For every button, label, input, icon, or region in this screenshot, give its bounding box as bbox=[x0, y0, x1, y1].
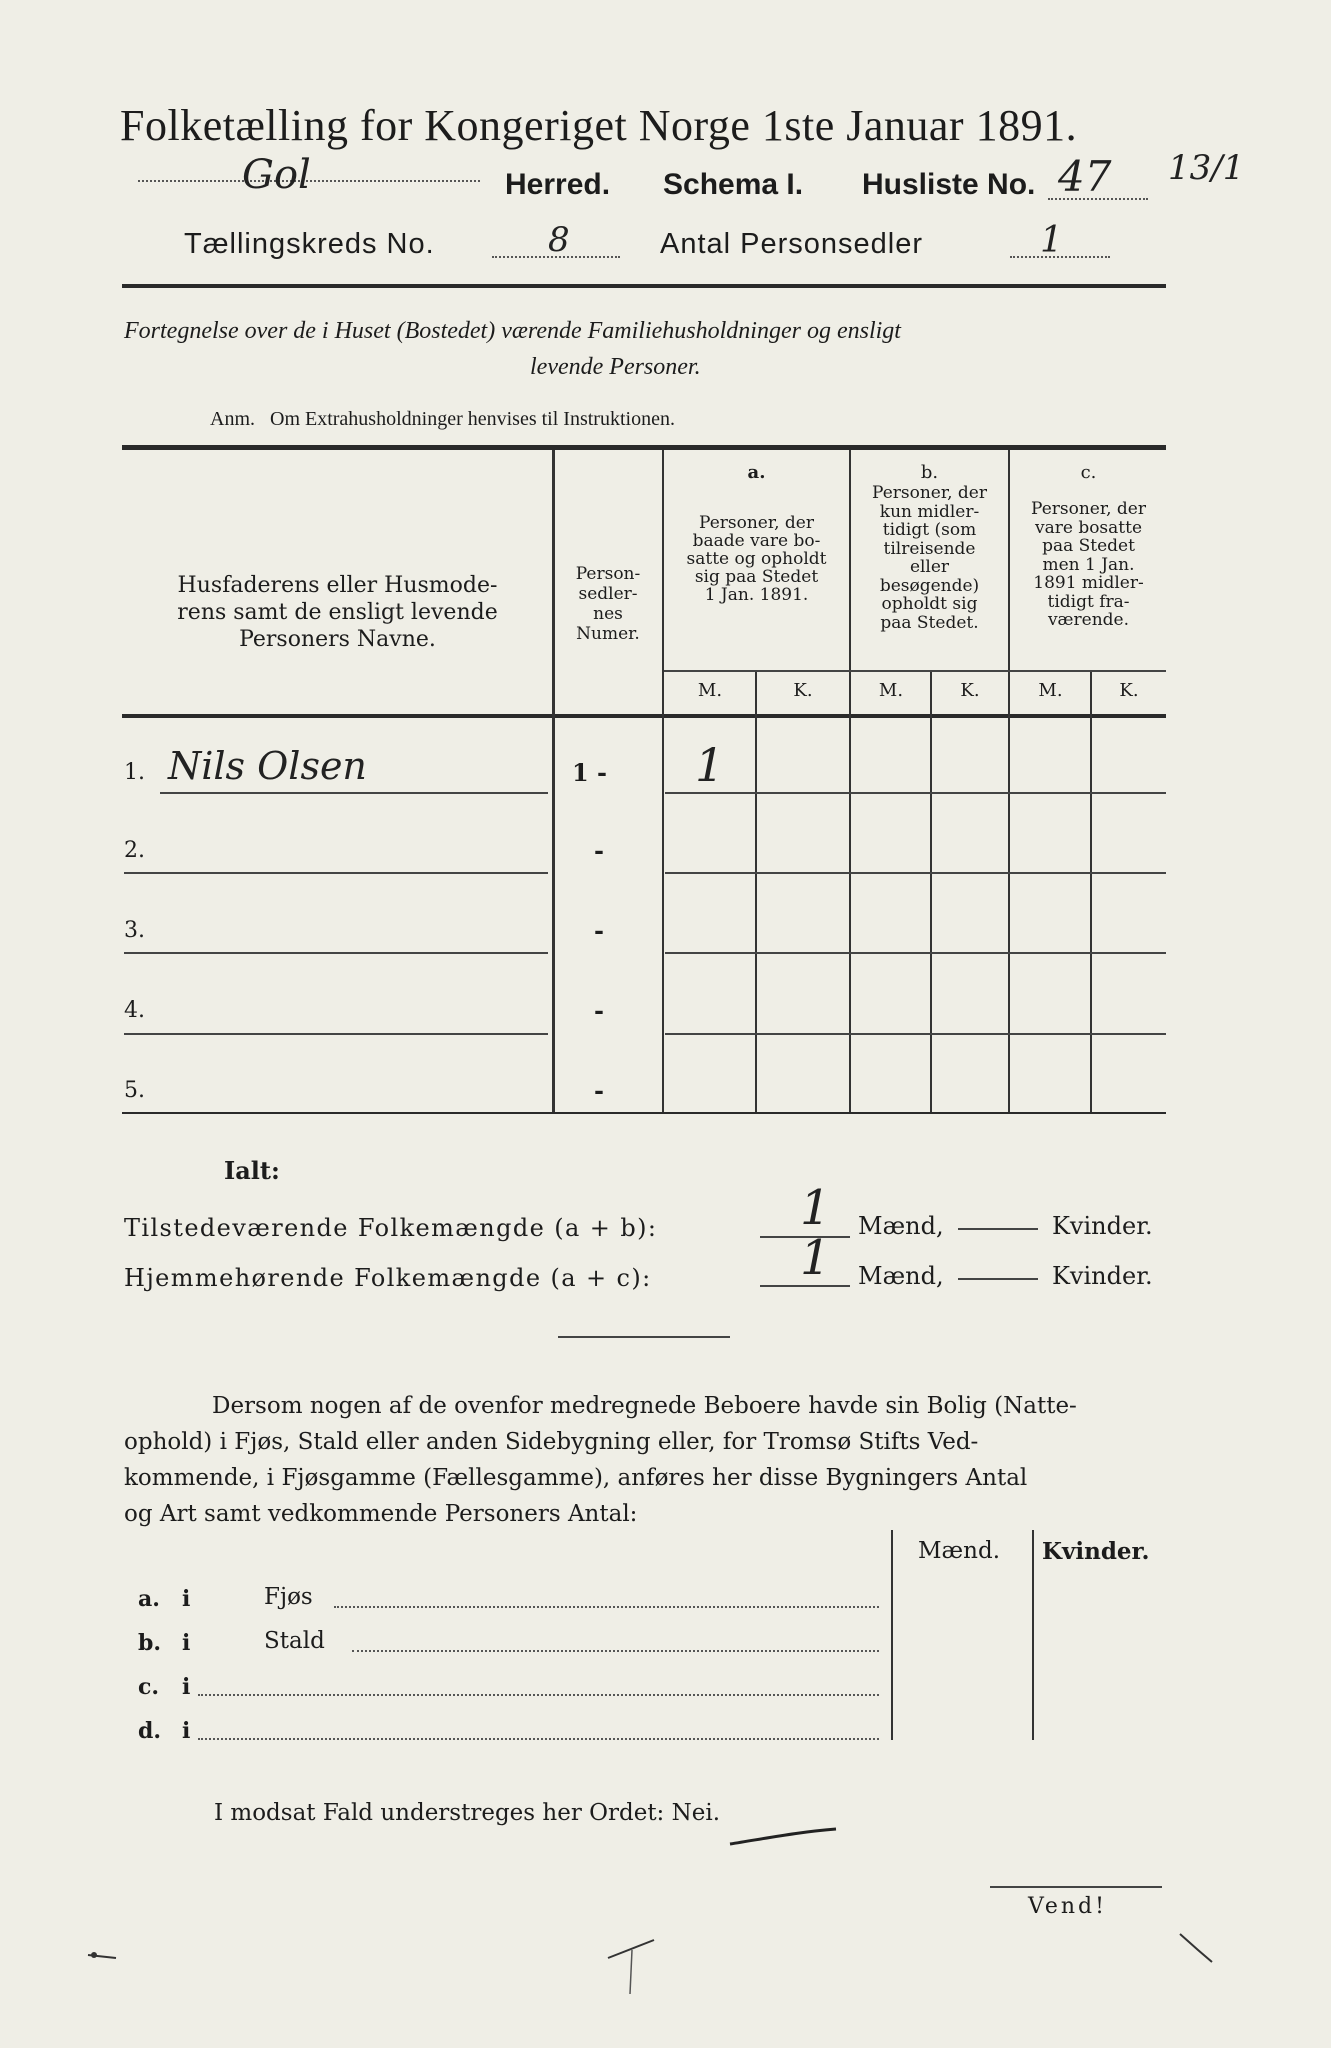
row-cells-line bbox=[665, 952, 1166, 954]
col-c-header-line7: værende. bbox=[1047, 610, 1130, 630]
col-num-header-line1: Person- bbox=[575, 564, 641, 584]
col-a-header-line1: Personer, der bbox=[699, 513, 814, 533]
tilstede-kvinder: Kvinder. bbox=[1052, 1212, 1153, 1240]
col-num-header-line2: sedler- bbox=[578, 584, 638, 604]
tilstede-maend: Mænd, bbox=[858, 1212, 944, 1240]
c-k-label: K. bbox=[1119, 680, 1139, 701]
col-c-header-line2: vare bosatte bbox=[1034, 517, 1143, 538]
row-name: Nils Olsen bbox=[168, 744, 367, 788]
section-divider bbox=[558, 1336, 730, 1338]
outbuilding-col-line-1 bbox=[891, 1530, 893, 1740]
col-b-header-line4: tilreisende bbox=[883, 538, 976, 559]
hjemme-kvinder: Kvinder. bbox=[1052, 1262, 1153, 1290]
anm-note: Anm. Om Extrahusholdninger henvises til Instruktionen. bbox=[210, 408, 675, 430]
hjemme-maend: Mænd, bbox=[858, 1262, 944, 1290]
tilstede-m-value: 1 bbox=[800, 1180, 831, 1236]
row-name-line bbox=[124, 1033, 548, 1035]
col-b-letter: b. bbox=[920, 462, 939, 483]
outbuilding-letter: d. bbox=[138, 1718, 162, 1744]
herred-value: Gol bbox=[242, 152, 311, 198]
outbuilding-maend-header: Mænd. bbox=[918, 1538, 1001, 1564]
vend-label: Vend! bbox=[1028, 1894, 1107, 1919]
row-cells-line bbox=[665, 872, 1166, 874]
col-a-header-line2: baade vare bo- bbox=[692, 531, 821, 551]
outbuilding-dots bbox=[334, 1606, 879, 1608]
col-c-header-line6: tidigt fra- bbox=[1047, 591, 1130, 612]
c-m-label: M. bbox=[1038, 680, 1063, 701]
row-a-m-value: 1 bbox=[695, 738, 725, 792]
row-number: 4. bbox=[124, 998, 145, 1023]
header-rule bbox=[122, 284, 1166, 288]
col-b-header-line5: eller bbox=[909, 557, 950, 577]
col-num-header bbox=[556, 564, 660, 644]
nei-underline bbox=[728, 1826, 840, 1850]
col-name-header-line2: rens samt de ensligt levende bbox=[177, 600, 498, 625]
col-b-header-line2: kun midler- bbox=[879, 501, 980, 522]
outbuilding-prep: i bbox=[182, 1718, 191, 1744]
outbuilding-prep: i bbox=[182, 1674, 191, 1700]
col-a-header bbox=[665, 514, 848, 604]
col-c-letter: c. bbox=[1080, 462, 1097, 483]
outbuilding-col-line-2 bbox=[1032, 1530, 1034, 1740]
col-name-header-line3: Personers Navne. bbox=[239, 627, 436, 652]
col-a-header-line5: 1 Jan. 1891. bbox=[704, 585, 809, 605]
intro-line2: levende Personer. bbox=[530, 354, 701, 380]
modsat-fald-note: I modsat Fald understreges her Ordet: Nei. bbox=[214, 1800, 721, 1826]
col-line-a-mk bbox=[755, 672, 757, 1112]
corner-note: 13/1 bbox=[1168, 148, 1245, 188]
hjemme-k-line bbox=[958, 1278, 1038, 1280]
col-c-header bbox=[1011, 500, 1166, 630]
col-c-header-line1: Personer, der bbox=[1031, 499, 1146, 519]
row-name-line bbox=[124, 952, 548, 954]
col-b-header-line7: opholdt sig bbox=[881, 594, 978, 614]
mk-subheader-rule bbox=[664, 670, 1166, 672]
paragraph-line1: Dersom nogen af de ovenfor medregnede Beboere havde sin Bolig (Natte- bbox=[212, 1393, 1077, 1419]
outbuilding-letter: a. bbox=[138, 1586, 160, 1612]
husliste-dots bbox=[1048, 198, 1148, 200]
tilstede-k-line bbox=[958, 1228, 1038, 1230]
col-c-header-line4: men 1 Jan. bbox=[1042, 554, 1135, 575]
outbuilding-paragraph bbox=[124, 1388, 1169, 1532]
col-b-header bbox=[852, 484, 1007, 632]
outbuilding-dots bbox=[198, 1738, 879, 1740]
husliste-value: 47 bbox=[1058, 152, 1112, 201]
ialt-label: Ialt: bbox=[224, 1156, 280, 1185]
col-c-header-line3: paa Stedet bbox=[1042, 536, 1135, 556]
row-person-number: - bbox=[594, 916, 604, 945]
outbuilding-prep: i bbox=[182, 1630, 191, 1656]
col-a-header-line3: satte og opholdt bbox=[686, 549, 827, 569]
row-cells-line bbox=[665, 1033, 1166, 1035]
form-title: Folketælling for Kongeriget Norge 1ste Januar 1891. bbox=[120, 101, 1078, 150]
taellingskreds-value: 8 bbox=[548, 220, 570, 260]
b-k-label: K. bbox=[960, 680, 980, 701]
col-c-header-line5: 1891 midler- bbox=[1033, 573, 1144, 593]
hjemme-m-value: 1 bbox=[800, 1230, 831, 1286]
col-line-c-mk bbox=[1090, 672, 1092, 1112]
paragraph-line2: ophold) i Fjøs, Stald eller anden Sidebygning eller, for Tromsø Stifts Ved- bbox=[124, 1429, 979, 1455]
row-number: 5. bbox=[124, 1078, 145, 1103]
taellingskreds-label: Tællingskreds No. bbox=[184, 228, 435, 260]
margin-mark-bottom bbox=[604, 1930, 664, 2000]
col-line-b-mk bbox=[930, 672, 932, 1112]
schema-label: Schema I. bbox=[663, 168, 804, 201]
hjemme-label: Hjemmehørende Folkemængde (a + c): bbox=[124, 1264, 652, 1292]
a-m-label: M. bbox=[697, 680, 723, 701]
row-number: 1. bbox=[124, 760, 145, 785]
col-num-header-line3: nes bbox=[593, 604, 623, 624]
herred-label: Herred. bbox=[505, 168, 611, 201]
col-line-1 bbox=[552, 450, 555, 1112]
margin-mark-left bbox=[86, 1946, 122, 1964]
husliste-label: Husliste No. bbox=[862, 168, 1036, 201]
antal-value: 1 bbox=[1040, 220, 1063, 261]
row-number: 2. bbox=[124, 838, 145, 863]
col-name-header-line1: Husfaderens eller Husmode- bbox=[177, 573, 498, 598]
row-name-line bbox=[124, 872, 548, 874]
col-a-header-line4: sig paa Stedet bbox=[694, 567, 819, 587]
paragraph-line4: og Art samt vedkommende Personers Antal: bbox=[124, 1501, 638, 1527]
tilstede-label: Tilstedeværende Folkemængde (a + b): bbox=[124, 1214, 658, 1242]
col-line-3 bbox=[849, 450, 851, 1112]
col-name-header bbox=[130, 572, 545, 653]
row-person-number: - bbox=[594, 996, 604, 1025]
col-num-header-line4: Numer. bbox=[576, 624, 640, 644]
antal-label: Antal Personsedler bbox=[660, 228, 924, 260]
paragraph-line3: kommende, i Fjøsgamme (Fællesgamme), anføres her disse Bygningers Antal bbox=[124, 1465, 1028, 1491]
outbuilding-letter: b. bbox=[138, 1630, 162, 1656]
outbuilding-prep: i bbox=[182, 1586, 191, 1612]
row-cells-line bbox=[665, 792, 1166, 794]
row-number: 3. bbox=[124, 918, 145, 943]
outbuilding-label: Stald bbox=[264, 1628, 325, 1654]
row-person-number: 1 - bbox=[572, 758, 608, 787]
outbuilding-kvinder-header: Kvinder. bbox=[1042, 1538, 1150, 1565]
vend-rule bbox=[990, 1886, 1162, 1888]
outbuilding-letter: c. bbox=[138, 1674, 160, 1700]
intro-line1: Fortegnelse over de i Huset (Bostedet) værende Familiehusholdninger og ensligt bbox=[124, 318, 901, 344]
col-b-header-line3: tidigt (som bbox=[882, 520, 977, 540]
margin-mark-right bbox=[1176, 1928, 1216, 1968]
a-k-label: K. bbox=[793, 680, 813, 701]
col-b-header-line1: Personer, der bbox=[872, 483, 987, 503]
col-b-header-line6: besøgende) bbox=[879, 575, 980, 596]
row-name-line bbox=[160, 792, 548, 794]
row-person-number: - bbox=[594, 1076, 604, 1105]
col-a-letter: a. bbox=[747, 462, 766, 483]
col-line-4 bbox=[1008, 450, 1010, 1112]
col-line-2 bbox=[662, 450, 664, 1112]
b-m-label: M. bbox=[878, 680, 904, 701]
outbuilding-label: Fjøs bbox=[264, 1584, 313, 1610]
row-person-number: - bbox=[594, 836, 604, 865]
table-bottom-rule bbox=[122, 1112, 1166, 1114]
outbuilding-dots bbox=[352, 1650, 879, 1652]
outbuilding-dots bbox=[198, 1694, 879, 1696]
col-b-header-line8: paa Stedet. bbox=[880, 612, 979, 633]
